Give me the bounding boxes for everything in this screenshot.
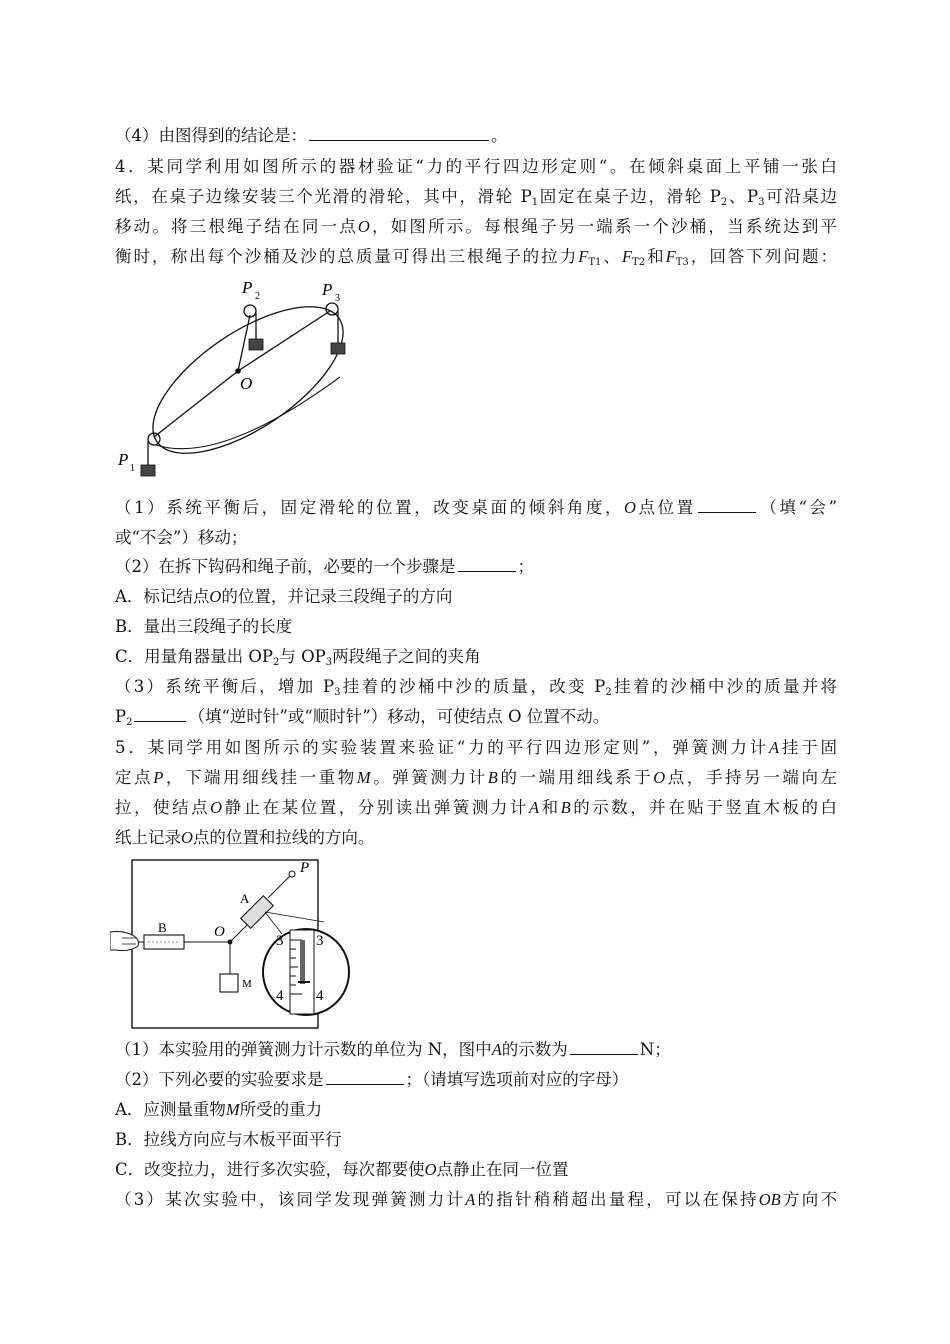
spring-scale-figure: [110, 856, 365, 1032]
answer-blank[interactable]: [326, 1069, 404, 1085]
stem-text: 和: [539, 798, 561, 817]
label-o: O: [240, 374, 253, 393]
var-f: F: [578, 247, 589, 266]
subscript: 2: [126, 717, 133, 728]
stem-text: 。弹簧测力计: [370, 768, 488, 787]
label-p1-sub: 1: [130, 463, 135, 474]
var-o: O: [357, 217, 370, 236]
stem-text: ，下端用细线挂一重物: [163, 768, 357, 787]
tick-4-left: 4: [276, 988, 284, 1004]
pulley-table-figure: [110, 275, 370, 485]
subscript: T1: [588, 257, 602, 268]
sub-question-text: （2）在拆下钩码和绳子前，必要的一个步骤是: [115, 557, 456, 576]
label-p3: P: [322, 280, 333, 299]
q4-stem-line-1: [115, 155, 837, 179]
stem-text: 拉，使结点: [115, 798, 211, 817]
var-f: F: [621, 247, 633, 266]
option-text: 与 OP: [279, 647, 326, 666]
option-text: C．用量角器量出 OP: [115, 647, 273, 666]
stem-text: 衡时，称出每个沙桶及沙的总质量可得出三根绳子的拉力: [115, 247, 579, 266]
q5-sub2: [115, 1068, 628, 1092]
label-a: A: [240, 891, 250, 906]
var-a: A: [465, 1190, 476, 1209]
pulley-p3: [326, 303, 338, 315]
subscript: 3: [325, 657, 333, 668]
var-a: A: [491, 1040, 502, 1059]
label-p2-sub: 2: [255, 291, 260, 302]
q4-option-a: [115, 585, 452, 609]
stem-text: 、: [601, 247, 622, 266]
var-m: M: [225, 1100, 240, 1119]
q4-sub1-line-2: [115, 526, 247, 550]
q5-sub3: [115, 1188, 837, 1212]
sub-question-text: （填“逆时针”或“顺时针”）移动，可使结点 O 位置不动。: [188, 707, 610, 726]
subscript: 3: [334, 687, 341, 698]
var-f: F: [665, 247, 676, 266]
question-number: 4．: [115, 157, 148, 176]
q4-sub1-line-1: [115, 496, 837, 520]
sub-question-text: 的示数为: [501, 1040, 568, 1059]
option-text: 两段绳子之间的夹角: [332, 647, 481, 666]
var-a: A: [768, 738, 780, 757]
var-o: O: [653, 768, 666, 787]
rope-a-p: [268, 876, 290, 898]
stem-text: 移动。将三根绳子结在同一点: [115, 217, 358, 236]
stem-text: ，如图所示。每根绳子另一端系一个沙桶，当系统达到平: [369, 217, 838, 236]
subscript: 1: [531, 197, 539, 208]
sub-question-text: （2）下列必要的实验要求是: [115, 1070, 324, 1089]
q4-sub3-line-1: [115, 675, 837, 705]
stem-text: 纸上记录: [115, 828, 181, 847]
label-p2: P: [242, 278, 253, 297]
bucket-p2: [249, 339, 263, 350]
stem-text: 纸，在桌子边缘安装三个光滑的滑轮，其中，滑轮 P: [115, 187, 532, 206]
option-text: A．标记结点: [115, 587, 210, 606]
stem-text: 某同学利用如图所示的器材验证“力的平行四边形定则“。在倾斜桌面上平铺一张白: [147, 157, 837, 176]
sub-question-text: （3）系统平衡后，增加 P: [115, 677, 335, 696]
q4-sub3-line-2: [115, 705, 609, 735]
knot-o: [235, 368, 241, 374]
answer-blank[interactable]: [570, 1039, 638, 1055]
q5-stem-line-4: [115, 826, 374, 850]
stem-text: 静止在某位置，分别读出弹簧测力计: [222, 798, 529, 817]
answer-blank[interactable]: [458, 556, 516, 572]
question-text: （4）由图得到的结论是：: [115, 126, 307, 145]
var-b: B: [560, 798, 571, 817]
option-text: B．量出三段绳子的长度: [115, 617, 293, 636]
punct: 。: [491, 126, 508, 145]
tick-3-right: 3: [316, 933, 324, 949]
sub-question-text: 的指针稍稍超出量程，可以在保持: [475, 1190, 759, 1209]
stem-text: 、P: [727, 187, 759, 206]
label-m: M: [242, 978, 252, 990]
var-p: P: [153, 768, 164, 787]
sub-question-text: （填“会”: [757, 498, 838, 517]
subscript: 2: [605, 687, 612, 698]
var-b: B: [487, 768, 498, 787]
subscript: 2: [720, 197, 728, 208]
stem-text: 点的位置和拉线的方向。: [192, 828, 375, 847]
option-text: 的位置，并记录三段绳子的方向: [221, 587, 453, 606]
q5-option-c: [115, 1158, 569, 1182]
tick-4-right: 4: [316, 988, 324, 1004]
var-o: O: [624, 498, 636, 517]
var-o: O: [209, 587, 222, 606]
stem-text: 可沿桌边: [764, 187, 837, 206]
subscript: 2: [273, 657, 280, 668]
q5-stem-line-1: [115, 736, 837, 760]
var-ob: OB: [758, 1190, 781, 1209]
rope-o-p1: [154, 371, 238, 437]
var-m: M: [356, 768, 371, 787]
stem-text: 定点: [115, 768, 154, 787]
label-p: P: [300, 860, 310, 876]
q4-option-c: [115, 645, 481, 675]
sub-question-text: ；（请填写选项前对应的字母）: [405, 1070, 629, 1089]
sub-question-text: N；: [639, 1040, 671, 1059]
subscript: T2: [632, 257, 646, 268]
q4-conclusion-line: [115, 124, 508, 148]
var-o: O: [424, 1160, 437, 1179]
answer-blank[interactable]: [309, 125, 489, 141]
answer-blank[interactable]: [698, 497, 756, 513]
q4-sub2: [115, 555, 534, 579]
option-text: 所受的重力: [239, 1100, 323, 1119]
var-a: A: [528, 798, 540, 817]
label-p1: P: [118, 450, 129, 469]
sub-question-text: 点位置: [635, 498, 696, 517]
sub-question-text: 挂着的沙桶中沙的质量，改变 P: [340, 677, 606, 696]
weight-m: [220, 974, 238, 992]
tick-3-left: 3: [276, 933, 284, 949]
q4-stem-line-2: [115, 185, 837, 215]
stem-text: 挂于固: [779, 738, 838, 757]
label-b: B: [158, 920, 167, 935]
stem-text: 固定在桌子边，滑轮 P: [538, 187, 721, 206]
q5-stem-line-2: [115, 766, 837, 790]
hand-icon: [110, 932, 139, 951]
question-number: 5．: [115, 738, 148, 757]
subscript: T3: [675, 257, 689, 268]
rope-o-p2: [238, 315, 250, 371]
subscript: 3: [758, 197, 765, 208]
stem-text: 的示数，并在贴于竖直木板的白: [570, 798, 838, 817]
option-text: C．改变拉力，进行多次实验，每次都要使: [115, 1160, 425, 1179]
stem-text: 的一端用细线系于: [497, 768, 654, 787]
punct: ；: [517, 557, 534, 576]
fixed-point-p: [289, 871, 295, 877]
scale-pointer: [300, 940, 305, 984]
option-text: 点静止在同一位置: [436, 1160, 569, 1179]
var-o: O: [181, 828, 193, 847]
answer-blank[interactable]: [134, 706, 186, 722]
stem-text: 和: [645, 247, 666, 266]
q5-stem-line-3: [115, 796, 837, 820]
option-text: B．拉线方向应与木板平面平行: [115, 1130, 342, 1149]
stem-text: ，回答下列问题：: [688, 247, 838, 266]
sub-question-text: （1）本实验用的弹簧测力计示数的单位为 N，图中: [115, 1040, 492, 1059]
sub-question-text: （1）系统平衡后，固定滑轮的位置，改变桌面的倾斜角度，: [115, 498, 625, 517]
q4-stem-line-4: [115, 245, 837, 275]
q4-option-b: [115, 615, 292, 639]
q5-option-b: [115, 1128, 342, 1152]
sub-question-text: P: [115, 707, 127, 726]
label-o: O: [214, 924, 225, 940]
sub-question-text: 或“不会”）移动；: [115, 528, 248, 547]
sub-question-text: 方向不: [780, 1190, 838, 1209]
q4-stem-line-3: [115, 215, 837, 239]
sub-question-text: （3）某次实验中，该同学发现弹簧测力计: [115, 1190, 466, 1209]
sub-question-text: 挂着的沙桶中沙的质量并将: [611, 677, 837, 696]
q5-option-a: [115, 1098, 322, 1122]
option-text: A．应测量重物: [115, 1100, 226, 1119]
bucket-p1: [141, 465, 155, 476]
bucket-p3: [331, 343, 345, 354]
var-o: O: [210, 798, 223, 817]
stem-text: 某同学用如图所示的实验装置来验证“力的平行四边形定则”，弹簧测力计: [147, 738, 769, 757]
label-p3-sub: 3: [335, 293, 340, 304]
q5-sub1: [115, 1038, 671, 1062]
stem-text: 点，手持另一端向左: [665, 768, 838, 787]
